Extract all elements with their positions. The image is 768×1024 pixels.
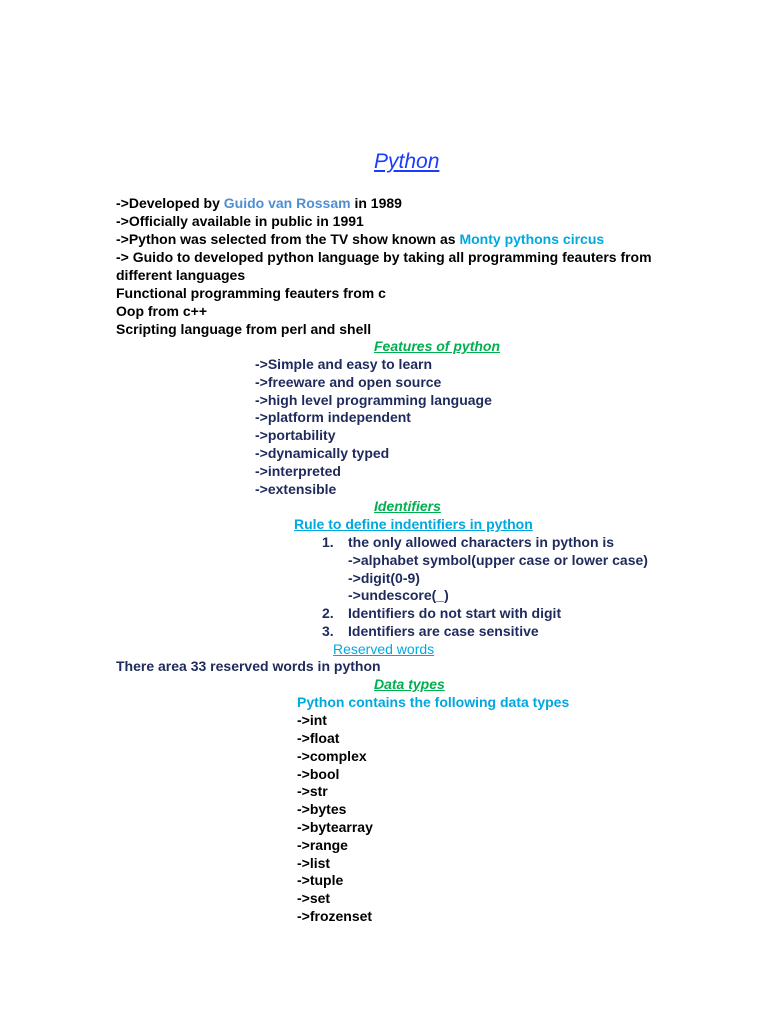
intro-line-functional: Functional programming feauters from c bbox=[116, 285, 386, 301]
rule-number: 1. bbox=[322, 534, 334, 550]
intro-line-oop: Oop from c++ bbox=[116, 303, 208, 319]
feature-item: ->portability bbox=[255, 427, 336, 443]
datatype-item: ->float bbox=[297, 730, 340, 746]
datatype-item: ->tuple bbox=[297, 872, 344, 888]
reserved-words-heading: Reserved words bbox=[333, 641, 435, 657]
feature-item: ->extensible bbox=[255, 481, 337, 497]
datatypes-heading: Data types bbox=[374, 676, 445, 692]
feature-item: ->platform independent bbox=[255, 409, 411, 425]
datatype-item: ->int bbox=[297, 712, 327, 728]
feature-item: ->freeware and open source bbox=[255, 374, 442, 390]
identifiers-heading: Identifiers bbox=[374, 498, 441, 514]
tv-show-name: Monty pythons circus bbox=[459, 231, 605, 247]
datatype-item: ->frozenset bbox=[297, 908, 373, 924]
page-title: Python bbox=[374, 150, 440, 173]
identifier-rule: Identifiers do not start with digit bbox=[348, 605, 562, 621]
intro-line-public: ->Officially available in public in 1991 bbox=[116, 213, 364, 229]
rule-number: 3. bbox=[322, 623, 334, 639]
datatype-item: ->list bbox=[297, 855, 331, 871]
identifier-rule-detail: ->alphabet symbol(upper case or lower case) bbox=[348, 552, 648, 568]
intro-developed-prefix: ->Developed by bbox=[116, 195, 224, 211]
datatype-item: ->bytearray bbox=[297, 819, 373, 835]
datatype-item: ->range bbox=[297, 837, 348, 853]
feature-item: ->dynamically typed bbox=[255, 445, 390, 461]
features-heading: Features of python bbox=[374, 338, 501, 354]
identifier-rule-detail: ->digit(0-9) bbox=[348, 570, 420, 586]
identifier-rule: Identifiers are case sensitive bbox=[348, 623, 539, 639]
intro-line-languages: different languages bbox=[116, 267, 246, 283]
datatype-item: ->bool bbox=[297, 766, 340, 782]
datatype-item: ->str bbox=[297, 783, 328, 799]
intro-line-scripting: Scripting language from perl and shell bbox=[116, 321, 372, 337]
author-name: Guido van Rossam bbox=[223, 195, 351, 211]
rule-number: 2. bbox=[322, 605, 334, 621]
datatype-item: ->bytes bbox=[297, 801, 347, 817]
datatypes-intro: Python contains the following data types bbox=[297, 694, 570, 710]
intro-developed-suffix: in 1989 bbox=[350, 195, 402, 211]
identifier-rule-detail: ->undescore(_) bbox=[348, 587, 449, 603]
intro-tv-prefix: ->Python was selected from the TV show known as bbox=[116, 231, 460, 247]
intro-line-tv-show bbox=[116, 230, 604, 248]
datatype-item: ->set bbox=[297, 890, 331, 906]
intro-line-guido: -> Guido to developed python language by taking all programming feauters from bbox=[116, 249, 652, 265]
reserved-words-text: There area 33 reserved words in python bbox=[116, 658, 381, 674]
feature-item: ->interpreted bbox=[255, 463, 341, 479]
identifier-rule: the only allowed characters in python is bbox=[348, 534, 615, 550]
identifiers-rule-heading: Rule to define indentifiers in python bbox=[294, 516, 533, 532]
feature-item: ->high level programming language bbox=[255, 392, 492, 408]
intro-line-developed bbox=[116, 194, 402, 212]
datatype-item: ->complex bbox=[297, 748, 367, 764]
feature-item: ->Simple and easy to learn bbox=[255, 356, 433, 372]
